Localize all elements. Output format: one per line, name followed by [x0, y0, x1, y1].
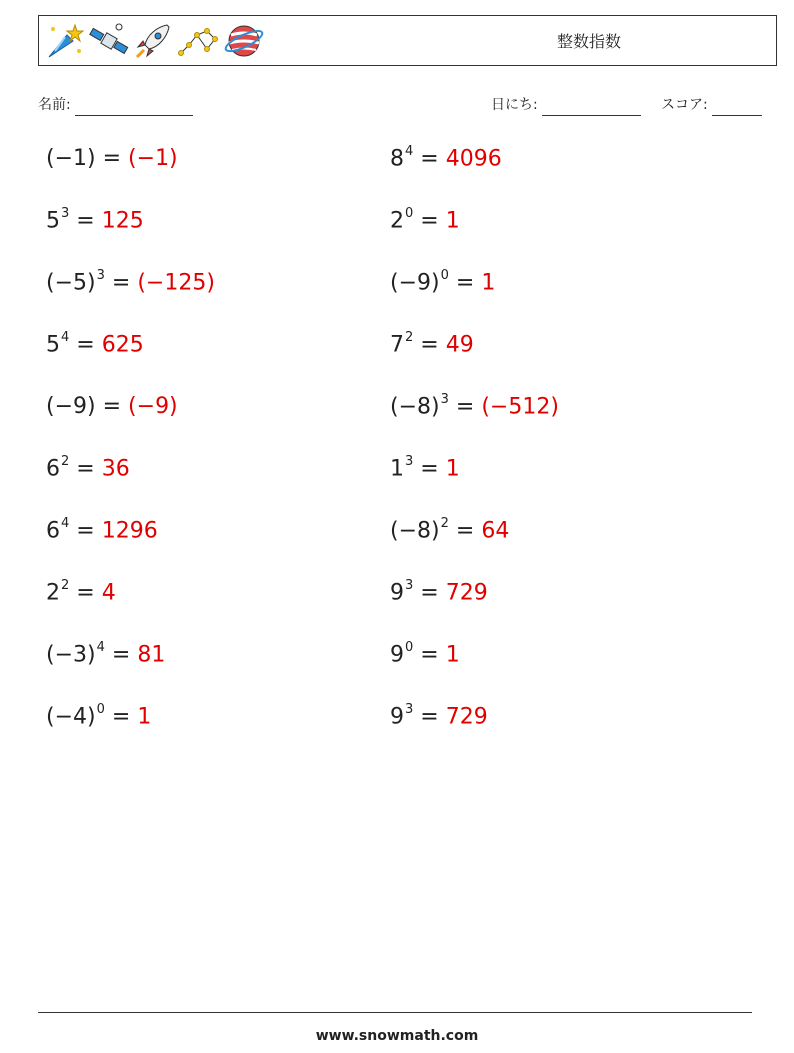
score-label: スコア: [661, 97, 708, 113]
problem-exponent: 2 [405, 330, 414, 345]
equals-sign: = [76, 456, 95, 482]
problem-base: 9 [390, 642, 404, 668]
problem-answer: 81 [137, 642, 166, 668]
problem-exponent: 4 [96, 640, 105, 655]
problem-exponent: 0 [405, 640, 414, 655]
problem-base: (−9) [390, 270, 440, 296]
problem-exponent: 4 [61, 330, 70, 345]
problem-item [46, 518, 158, 543]
problem-exponent: 4 [61, 516, 70, 531]
problem-exponent: 0 [96, 702, 105, 717]
problem-base: (−1) [46, 146, 96, 171]
problem-item [390, 456, 460, 481]
problem-item [46, 394, 178, 419]
problem-item [390, 580, 488, 605]
problem-base: 7 [390, 332, 404, 358]
equals-sign: = [76, 580, 95, 606]
problem-item [46, 704, 151, 729]
problem-base: (−3) [46, 642, 96, 668]
problem-answer: 729 [445, 704, 488, 730]
problem-item [390, 332, 474, 357]
problem-answer: 1 [445, 208, 460, 234]
problem-answer: (−1) [128, 146, 178, 171]
score-blank-line [712, 99, 762, 116]
problem-base: 2 [46, 580, 60, 606]
problem-base: 1 [390, 456, 404, 482]
date-field [491, 94, 641, 116]
problem-base: 9 [390, 580, 404, 606]
equals-sign: = [76, 518, 95, 544]
problem-answer: 64 [481, 518, 510, 544]
equals-sign: = [102, 394, 122, 419]
date-label: 日にち: [491, 97, 538, 113]
satellite-icon [89, 21, 129, 61]
problem-answer: 729 [445, 580, 488, 606]
date-blank-line [542, 99, 641, 116]
score-field [661, 94, 762, 116]
problem-base: (−5) [46, 270, 96, 296]
problem-item [390, 704, 488, 729]
problem-item [390, 146, 502, 171]
equals-sign: = [455, 270, 475, 296]
problem-base: (−8) [390, 394, 440, 420]
problem-item [390, 518, 509, 543]
problem-answer: 4 [101, 580, 116, 606]
equals-sign: = [111, 642, 131, 668]
equals-sign: = [76, 208, 95, 234]
problem-base: 6 [46, 518, 60, 544]
equals-sign: = [420, 456, 439, 482]
problem-exponent: 2 [61, 578, 70, 593]
problem-exponent: 3 [96, 268, 105, 283]
problem-exponent: 0 [405, 206, 414, 221]
problem-base: 6 [46, 456, 60, 482]
worksheet-title: 整数指数 [557, 32, 622, 51]
problem-item [390, 208, 460, 233]
problem-exponent: 2 [61, 454, 70, 469]
name-field [38, 94, 193, 116]
problem-answer: (−125) [137, 270, 215, 296]
equals-sign: = [420, 580, 439, 606]
equals-sign: = [420, 146, 439, 172]
equals-sign: = [420, 332, 439, 358]
problem-answer: (−512) [481, 394, 559, 420]
problem-base: 9 [390, 704, 404, 730]
problem-answer: 1 [137, 704, 152, 730]
problem-base: 5 [46, 208, 60, 234]
problem-item [46, 580, 116, 605]
equals-sign: = [420, 208, 439, 234]
problem-item [46, 332, 144, 357]
equals-sign: = [102, 146, 122, 171]
footer-url: www.snowmath.com [315, 1028, 479, 1044]
problem-item [390, 394, 559, 419]
problem-item [46, 270, 215, 295]
problem-base: (−8) [390, 518, 440, 544]
problem-base: 5 [46, 332, 60, 358]
equals-sign: = [455, 518, 475, 544]
equals-sign: = [420, 704, 439, 730]
problem-base: 2 [390, 208, 404, 234]
equals-sign: = [111, 270, 131, 296]
problem-answer: 1 [445, 642, 460, 668]
problem-item [390, 270, 495, 295]
problem-answer: 49 [445, 332, 474, 358]
problem-answer: 1 [481, 270, 496, 296]
problem-exponent: 3 [440, 392, 449, 407]
problem-base: (−4) [46, 704, 96, 730]
planet-icon [223, 21, 265, 61]
problem-base: (−9) [46, 394, 96, 419]
constellation-icon [177, 21, 219, 61]
name-blank-line [75, 99, 193, 116]
problem-item [46, 642, 165, 667]
equals-sign: = [111, 704, 131, 730]
problem-answer: (−9) [128, 394, 178, 419]
problem-exponent: 3 [405, 702, 414, 717]
problem-base: 8 [390, 146, 404, 172]
problem-item [46, 456, 130, 481]
rocket-icon [133, 21, 173, 61]
equals-sign: = [76, 332, 95, 358]
problem-answer: 4096 [445, 146, 502, 172]
header-icons [45, 20, 265, 62]
problem-answer: 1 [445, 456, 460, 482]
equals-sign: = [420, 642, 439, 668]
name-label: 名前: [38, 97, 71, 113]
problem-exponent: 0 [440, 268, 449, 283]
problem-exponent: 3 [61, 206, 70, 221]
problem-exponent: 4 [405, 144, 414, 159]
problem-answer: 1296 [101, 518, 158, 544]
footer-divider [38, 1012, 752, 1013]
problem-exponent: 3 [405, 454, 414, 469]
shooting-star-icon [45, 21, 85, 61]
problem-answer: 36 [101, 456, 130, 482]
problem-answer: 125 [101, 208, 144, 234]
equals-sign: = [455, 394, 475, 420]
problem-exponent: 2 [440, 516, 449, 531]
problem-item [390, 642, 460, 667]
problem-item [46, 208, 144, 233]
worksheet-header [38, 15, 777, 66]
problem-item [46, 146, 178, 171]
problem-exponent: 3 [405, 578, 414, 593]
problem-answer: 625 [101, 332, 144, 358]
